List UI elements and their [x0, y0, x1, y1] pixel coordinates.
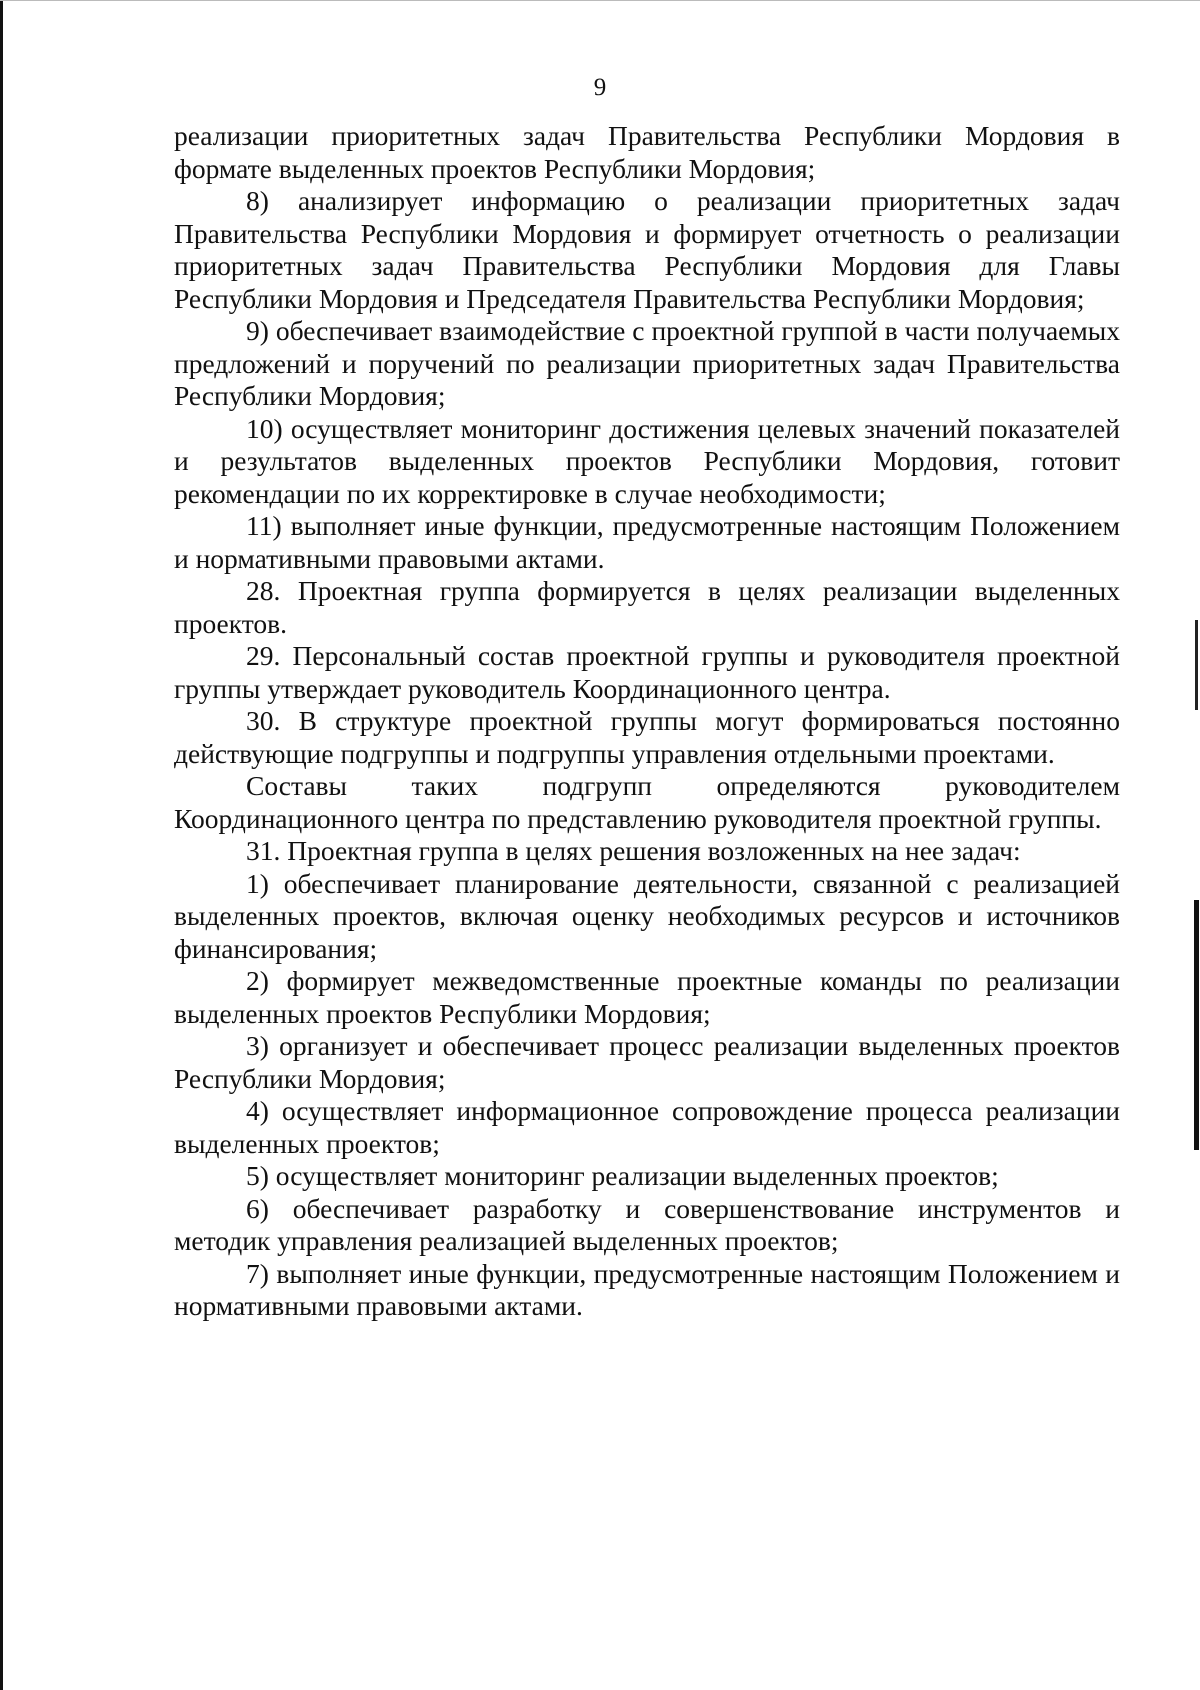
scan-edge-top: [0, 0, 1200, 1]
paragraph: 10) осуществляет мониторинг достижения целевых значений показателей и результатов выделенных проектов Республики Мордовия, готовит рекомендации по их корректировке в случае необходимости;: [174, 412, 1120, 509]
paragraph: 6) обеспечивает разработку и совершенствование инструментов и методик управления реализацией выделенных проектов;: [174, 1192, 1120, 1256]
paragraph: 31. Проектная группа в целях решения возложенных на нее задач:: [246, 835, 1021, 866]
paragraph: реализации приоритетных задач Правительства Республики Мордовия в формате выделенных проектов Республики Мордовия;: [174, 120, 1120, 184]
scan-edge-right-mark: [1195, 620, 1198, 710]
page-number: 9: [593, 74, 607, 101]
paragraph: 30. В структуре проектной группы могут формироваться постоянно действующие подгруппы и подгруппы управления отдельными проектами.: [174, 705, 1120, 769]
paragraph: 28. Проектная группа формируется в целях реализации выделенных проектов.: [174, 575, 1120, 639]
paragraph: 9) обеспечивает взаимодействие с проектной группой в части получаемых предложений и поручений по реализации приоритетных задач Правительства Республики Мордовия;: [174, 315, 1120, 411]
paragraph: 2) формирует межведомственные проектные команды по реализации выделенных проектов Республики Мордовия;: [174, 965, 1120, 1029]
paragraph: 8) анализирует информацию о реализации приоритетных задач Правительства Республики Мордовия и формирует отчетность о реализации приоритетных задач Правительства Республики Мордовия для Главы Республики Мордовия и Председателя Правительства Республики Мордовия;: [174, 185, 1120, 314]
paragraph: 1) обеспечивает планирование деятельности, связанной с реализацией выделенных проектов, включая оценку необходимых ресурсов и источников финансирования;: [174, 867, 1120, 964]
paragraph: 4) осуществляет информационное сопровождение процесса реализации выделенных проектов;: [174, 1095, 1120, 1159]
paragraph: 11) выполняет иные функции, предусмотренные настоящим Положением и нормативными правовыми актами.: [174, 510, 1120, 574]
paragraph: 29. Персональный состав проектной группы и руководителя проектной группы утверждает руководитель Координационного центра.: [174, 640, 1120, 704]
scan-edge-right-mark: [1194, 900, 1199, 1150]
paragraph: 5) осуществляет мониторинг реализации выделенных проектов;: [246, 1160, 999, 1191]
scan-edge-left: [0, 0, 3, 1690]
paragraph: Составы таких подгрупп определяются руководителем Координационного центра по представлению руководителя проектной группы.: [174, 770, 1120, 834]
paragraph: 3) организует и обеспечивает процесс реализации выделенных проектов Республики Мордовия;: [174, 1030, 1120, 1094]
paragraph: 7) выполняет иные функции, предусмотренные настоящим Положением и нормативными правовыми актами.: [174, 1257, 1120, 1321]
document-body: [174, 120, 1120, 1323]
